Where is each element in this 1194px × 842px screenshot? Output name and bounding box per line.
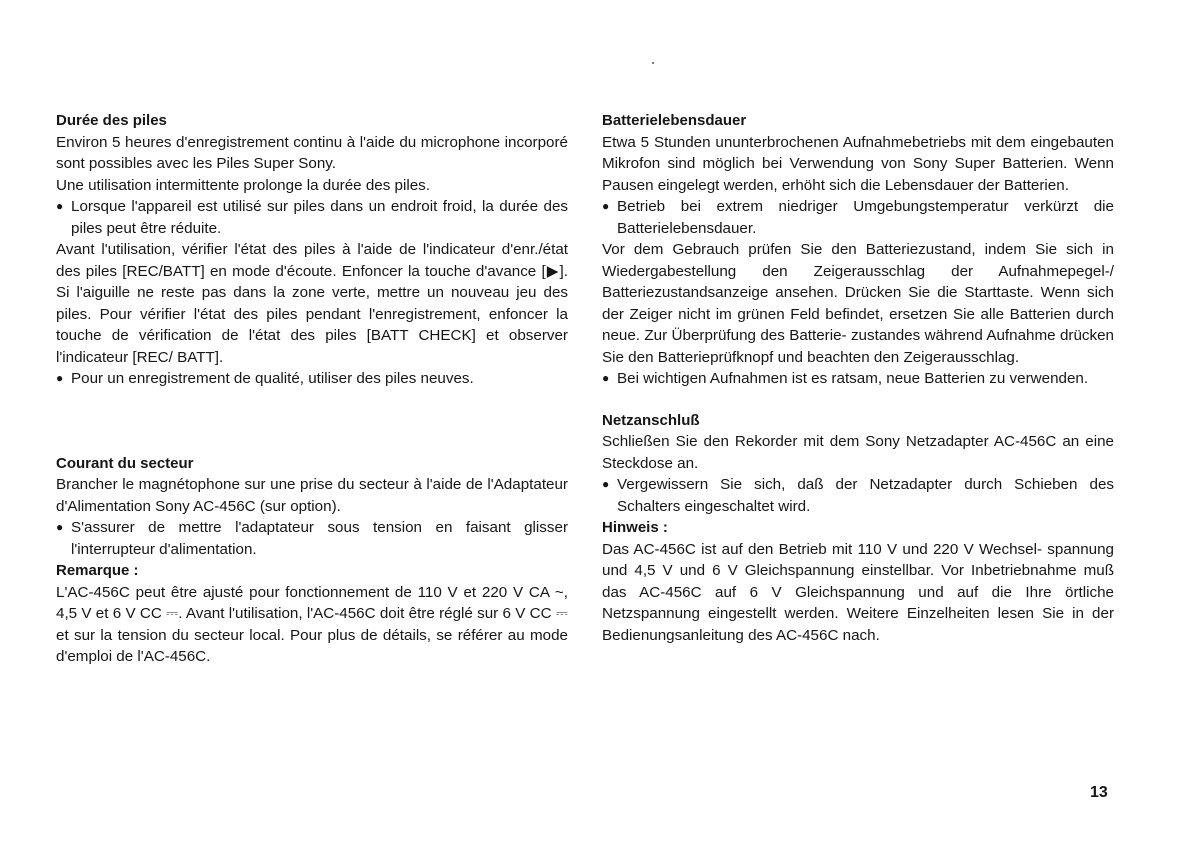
bullet-item: ● Vergewissern Sie sich, daß der Netzadapter durch Schieben des Schalters eingeschaltet wird. xyxy=(602,474,1114,517)
heading-mains-de: Netzanschluß xyxy=(602,411,700,429)
bullet-item: ● S'assurer de mettre l'adaptateur sous tension en faisant glisser l'interrupteur d'alimentation. xyxy=(56,517,568,560)
bullet-item: ● Bei wichtigen Aufnahmen ist es ratsam, neue Batterien zu verwenden. xyxy=(602,368,1114,390)
note-heading-de: Hinweis : xyxy=(602,519,668,536)
section-mains-de xyxy=(602,410,1114,647)
paragraph: Schließen Sie den Rekorder mit dem Sony Netzadapter AC-456C an eine Steckdose an. xyxy=(602,433,1114,472)
bullet-item: ● Pour un enregistrement de qualité, utiliser des piles neuves. xyxy=(56,368,568,390)
heading-battery-life-de: Batterielebensdauer xyxy=(602,112,747,129)
paragraph: Avant l'utilisation, vérifier l'état des piles à l'aide de l'indicateur d'enr./état des piles [REC/BATT] en mode d'écoute. Enfoncer la touche d'avance [▶]. Si l'aiguille ne reste pas dans la zone verte, mettre un nouveau jeu des piles. Pour vérifier l'état des piles pendant l'enregistrement, enfoncer la touche de vérification de l'état des piles [BATT CHECK] et observer l'indicateur [REC/ BATT]. xyxy=(56,241,568,366)
section-battery-life-de xyxy=(602,110,1114,390)
german-column xyxy=(602,110,1114,646)
section-mains-fr xyxy=(56,453,568,668)
scan-speck xyxy=(652,62,654,64)
paragraph: Vor dem Gebrauch prüfen Sie den Batteriezustand, indem Sie sich in Wiedergabestellung den Zeigerausschlag der Aufnahmepegel-/ Batteriezustandsanzeige ansehen. Drücken Sie die Starttaste. Wenn sich der Zeiger nicht im grünen Feld befindet, ersetzen Sie alle Batterien durch neue. Zur Überprüfung des Batterie- zustandes während Aufnahme drücken Sie den Batterieprüfknopf und beachten den Zeigerausschlag. xyxy=(602,241,1114,366)
heading-battery-life-fr: Durée des piles xyxy=(56,112,167,129)
section-battery-life-fr xyxy=(56,110,568,390)
paragraph: Une utilisation intermittente prolonge la durée des piles. xyxy=(56,176,430,194)
paragraph: Environ 5 heures d'enregistrement continu à l'aide du microphone incorporé sont possibles avec les Piles Super Sony. xyxy=(56,133,568,172)
section-spacer xyxy=(602,390,1114,410)
french-column xyxy=(56,110,568,668)
note-heading-fr: Remarque : xyxy=(56,562,139,579)
note-paragraph: Das AC-456C ist auf den Betrieb mit 110 V und 220 V Wechsel- spannung und 4,5 V und 6 V Gleichspannung einstellbar. Vor Inbetriebnahme muß das AC-456C auf 6 V Gleichspannung und auf die Ihre örtliche Netzspannung eingestellt werden. Weitere Einzelheiten lesen Sie in der Bedienungsanleitung des AC-456C nach. xyxy=(602,540,1114,644)
bullet-item: ● Betrieb bei extrem niedriger Umgebungstemperatur verkürzt die Batterielebensdauer. xyxy=(602,196,1114,239)
paragraph: Brancher le magnétophone sur une prise du secteur à l'aide de l'Adaptateur d'Alimentation Sony AC-456C (sur option). xyxy=(56,476,568,515)
note-paragraph: L'AC-456C peut être ajusté pour fonctionnement de 110 V et 220 V CA ~, 4,5 V et 6 V CC ⎓. Avant l'utilisation, l'AC-456C doit être réglé sur 6 V CC ⎓ et sur la tension du secteur local. Pour plus de détails, se référer au mode d'emploi de l'AC-456C. xyxy=(56,583,568,665)
section-spacer xyxy=(56,390,568,453)
heading-mains-fr: Courant du secteur xyxy=(56,454,194,472)
bullet-item: ● Lorsque l'appareil est utilisé sur piles dans un endroit froid, la durée des piles peut être réduite. xyxy=(56,196,568,239)
page-number: 13 xyxy=(1090,784,1108,801)
paragraph: Etwa 5 Stunden ununterbrochenen Aufnahmebetriebs mit dem eingebauten Mikrofon sind möglich bei Verwendung von Sony Super Batterien. Wenn Pausen eingelegt werden, erhöht sich die Lebensdauer der Batterien. xyxy=(602,133,1114,194)
